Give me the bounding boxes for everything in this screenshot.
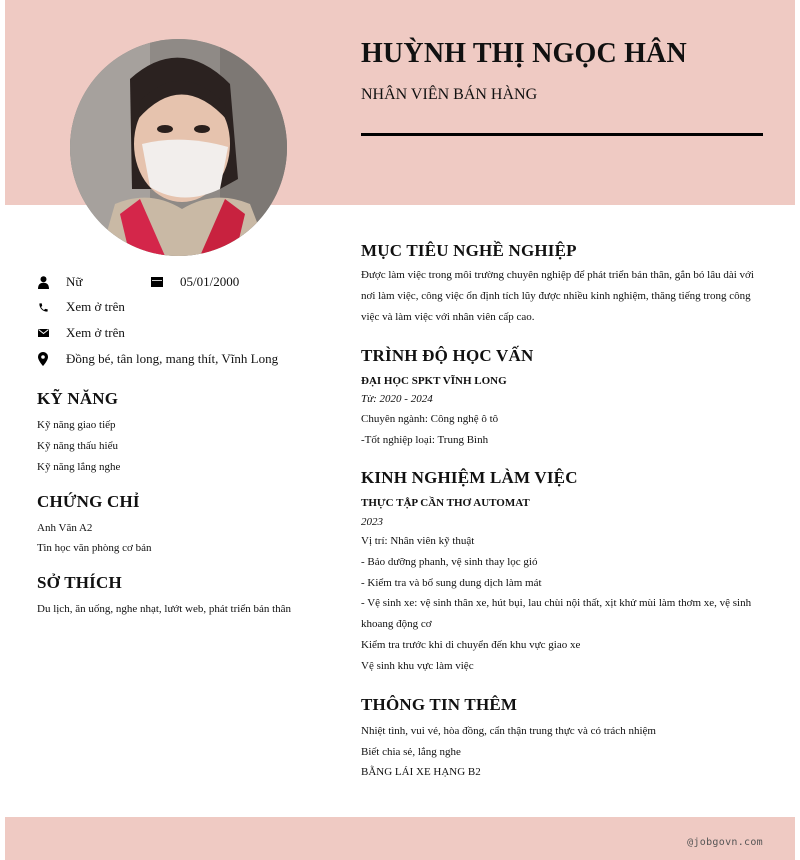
footer-band [5, 817, 795, 860]
birthdate-value: 05/01/2000 [180, 274, 240, 289]
experience-duty: Kiểm tra trước khi di chuyển đến khu vực giao xe [361, 639, 581, 651]
hobbies-heading: SỞ THÍCH [37, 573, 122, 592]
certificate-item: Tin học văn phòng cơ bản [37, 542, 152, 554]
candidate-name: HUỲNH THỊ NGỌC HÂN [361, 38, 687, 69]
phone-value: Xem ở trên [66, 299, 125, 314]
address-row [37, 351, 278, 367]
certificates-heading: CHỨNG CHỈ [37, 492, 140, 511]
email-row [37, 325, 125, 341]
additional-heading: THÔNG TIN THÊM [361, 695, 518, 714]
person-icon [37, 275, 49, 289]
education-heading: TRÌNH ĐỘ HỌC VẤN [361, 346, 534, 365]
experience-year: 2023 [361, 516, 383, 528]
footer-watermark: @jobgovn.com [687, 837, 763, 848]
email-value: Xem ở trên [66, 325, 125, 340]
envelope-icon [37, 326, 49, 340]
title-divider [361, 133, 763, 136]
phone-row [37, 299, 125, 315]
calendar-icon [151, 275, 163, 289]
company-name: THỰC TẬP CẦN THƠ AUTOMAT [361, 497, 530, 509]
education-period: Từ: 2020 - 2024 [361, 393, 433, 405]
birthdate-row [151, 274, 239, 290]
hobbies-text: Du lịch, ăn uống, nghe nhạt, lướt web, phát triển bản thân [37, 603, 292, 615]
experience-duty: Vệ sinh khu vực làm việc [361, 660, 474, 672]
avatar [70, 39, 287, 256]
skills-heading: KỸ NĂNG [37, 389, 119, 408]
avatar-photo [70, 39, 287, 256]
objective-text: Được làm việc trong môi trường chuyên nghiệp để phát triển bản thân, gắn bó lâu dài với nơi làm việc, công việc ổn định tích lũy được nhiều kinh nghiệm, thăng tiếng trong công việc và làm việc với nhân viên cấp cao. [361, 269, 754, 323]
additional-item: Nhiệt tình, vui vẻ, hòa đồng, cẩn thận trung thực và có trách nhiệm [361, 725, 656, 737]
education-grade: -Tốt nghiệp loại: Trung Bình [361, 434, 489, 446]
phone-icon [37, 300, 49, 314]
education-major: Chuyên ngành: Công nghệ ô tô [361, 413, 499, 425]
skill-item: Kỹ năng lắng nghe [37, 461, 121, 473]
experience-heading: KINH NGHIỆM LÀM VIỆC [361, 468, 578, 487]
address-value: Đồng bé, tân long, mang thít, Vĩnh Long [66, 351, 279, 366]
gender-value: Nữ [66, 274, 83, 289]
skill-item: Kỹ năng giao tiếp [37, 419, 116, 431]
gender-row [37, 274, 82, 290]
experience-position: Vị trí: Nhân viên kỹ thuật [361, 535, 475, 547]
additional-item: Biết chia sẻ, lắng nghe [361, 746, 461, 758]
experience-duty: - Bảo dưỡng phanh, vệ sinh thay lọc gió [361, 556, 538, 568]
school-name: ĐẠI HỌC SPKT VĨNH LONG [361, 375, 507, 387]
skill-item: Kỹ năng thấu hiểu [37, 440, 118, 452]
job-title: NHÂN VIÊN BÁN HÀNG [361, 86, 538, 103]
additional-item: BẰNG LÁI XE HẠNG B2 [361, 766, 481, 778]
location-pin-icon [37, 352, 49, 366]
experience-duty: - Vệ sinh xe: vệ sinh thân xe, hút bụi, lau chùi nội thất, xịt khử mùi làm thơm xe, vệ sinh khoang động cơ [361, 597, 752, 630]
objective-heading: MỤC TIÊU NGHỀ NGHIỆP [361, 241, 577, 260]
experience-duty: - Kiểm tra và bổ sung dung dịch làm mát [361, 577, 542, 589]
certificate-item: Anh Văn A2 [37, 522, 93, 534]
